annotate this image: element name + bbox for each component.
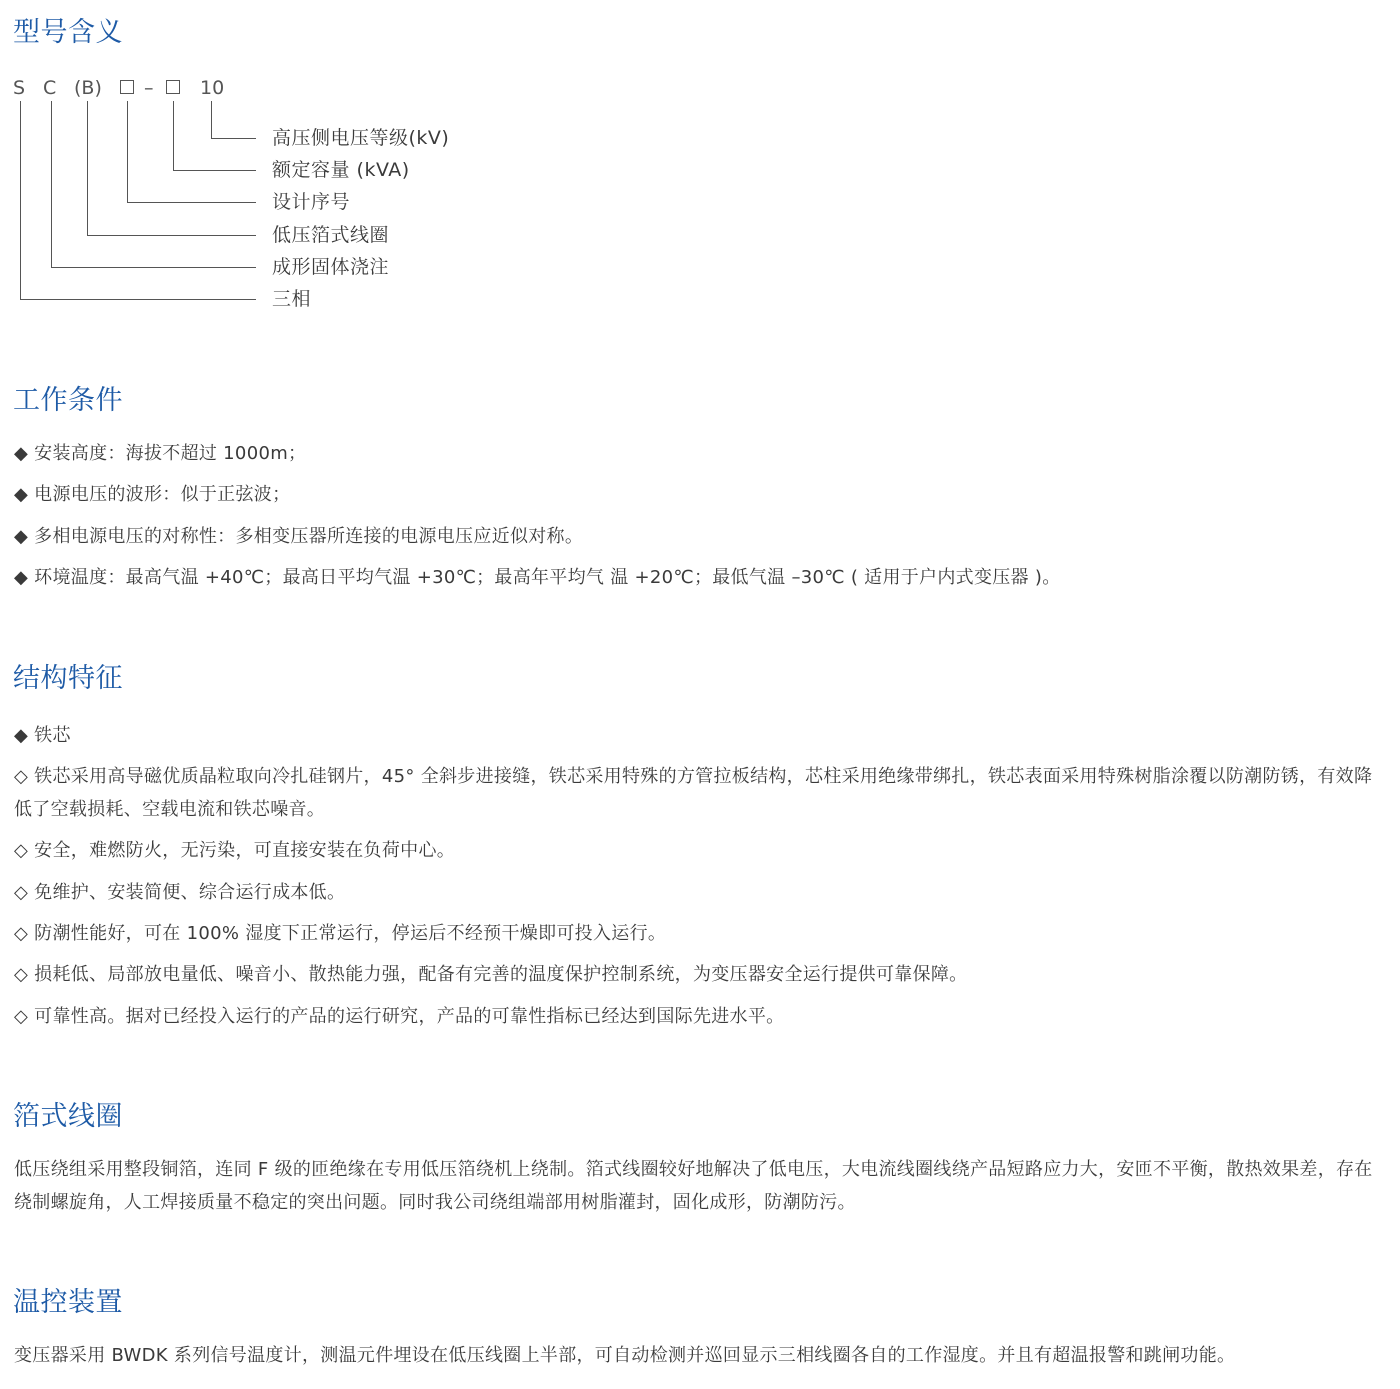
section-title-conditions: 工作条件 [13, 385, 123, 416]
code-box-design-number [120, 80, 134, 94]
label-design-number: 设计序号 [272, 191, 351, 213]
structure-item-loss: ◇ 损耗低、局部放电量低、噪音小、散热能力强，配备有完善的温度保护控制系统，为变压器安全运行提供可靠保障。 [14, 964, 968, 985]
leader-h-design [127, 202, 256, 203]
code-dash: – [144, 77, 154, 99]
code-box-capacity [166, 80, 180, 94]
label-three-phase: 三相 [272, 288, 312, 310]
section-title-temp-control: 温控装置 [13, 1287, 123, 1318]
section-title-model: 型号含义 [13, 17, 123, 48]
structure-item-core: ◇ 铁芯采用高导磁优质晶粒取向冷扎硅钢片，45° 全斜步进接缝，铁芯采用特殊的方管拉板结构，芯柱采用绝缘带绑扎，铁芯表面采用特殊树脂涂覆以防潮防锈，有效降低了空载损耗、空载电流和铁芯噪音。 [14, 766, 1373, 820]
label-cast-resin: 成形固体浇注 [272, 256, 390, 278]
section-title-structure: 结构特征 [13, 663, 123, 694]
condition-item-symmetry: ◆ 多相电源电压的对称性：多相变压器所连接的电源电压应近似对称。 [14, 526, 584, 547]
leader-line-s [20, 101, 21, 299]
foil-coil-paragraph: 低压绕组采用整段铜箔，连同 F 级的匝绝缘在专用低压箔绕机上绕制。箔式线圈较好地解决了低电压，大电流线圈线绕产品短路应力大，安匝不平衡，散热效果差，存在绕制螺旋角，人工焊接质量不稳定的突出问题。同时我公司绕组端部用树脂灌封，固化成形，防潮防污。 [14, 1159, 1373, 1213]
temp-control-paragraph: 变压器采用 BWDK 系列信号温度计，测温元件埋设在低压线圈上半部，可自动检测并巡回显示三相线圈各自的工作湿度。并且有超温报警和跳闸功能。 [14, 1345, 1236, 1366]
leader-line-design [127, 101, 128, 202]
code-letter-s: S [13, 77, 26, 99]
leader-line-capacity [173, 101, 174, 170]
leader-h-c [51, 267, 256, 268]
leader-line-voltage [211, 101, 212, 138]
structure-core-heading: ◆ 铁芯 [14, 725, 71, 746]
leader-h-s [20, 299, 256, 300]
code-letter-c: C [43, 77, 57, 99]
leader-h-voltage [211, 138, 256, 139]
code-voltage: 10 [200, 77, 225, 99]
label-foil-coil: 低压箔式线圈 [272, 224, 390, 246]
code-letter-b: (B) [74, 77, 102, 99]
label-voltage-level: 高压侧电压等级(kV) [272, 127, 450, 149]
section-title-foil-coil: 箔式线圈 [13, 1101, 123, 1132]
condition-item-temperature: ◆ 环境温度：最高气温 +40℃；最高日平均气温 +30℃；最高年平均气 温 +20℃；最低气温 –30℃ ( 适用于户内式变压器 )。 [14, 567, 1061, 588]
leader-line-c [51, 101, 52, 267]
structure-item-safety: ◇ 安全，难燃防火，无污染，可直接安装在负荷中心。 [14, 840, 456, 861]
condition-item-altitude: ◆ 安装高度：海拔不超过 1000m； [14, 443, 307, 464]
leader-h-capacity [173, 170, 256, 171]
leader-h-b [87, 235, 256, 236]
structure-item-maintenance: ◇ 免维护、安装简便、综合运行成本低。 [14, 882, 346, 903]
structure-item-moisture: ◇ 防潮性能好，可在 100% 湿度下正常运行，停运后不经预干燥即可投入运行。 [14, 923, 667, 944]
leader-line-b [87, 101, 88, 235]
condition-item-waveform: ◆ 电源电压的波形：似于正弦波； [14, 484, 291, 505]
label-rated-capacity: 额定容量 (kVA) [272, 159, 410, 181]
structure-item-reliability: ◇ 可靠性高。据对已经投入运行的产品的运行研究，产品的可靠性指标已经达到国际先进水平。 [14, 1006, 785, 1027]
